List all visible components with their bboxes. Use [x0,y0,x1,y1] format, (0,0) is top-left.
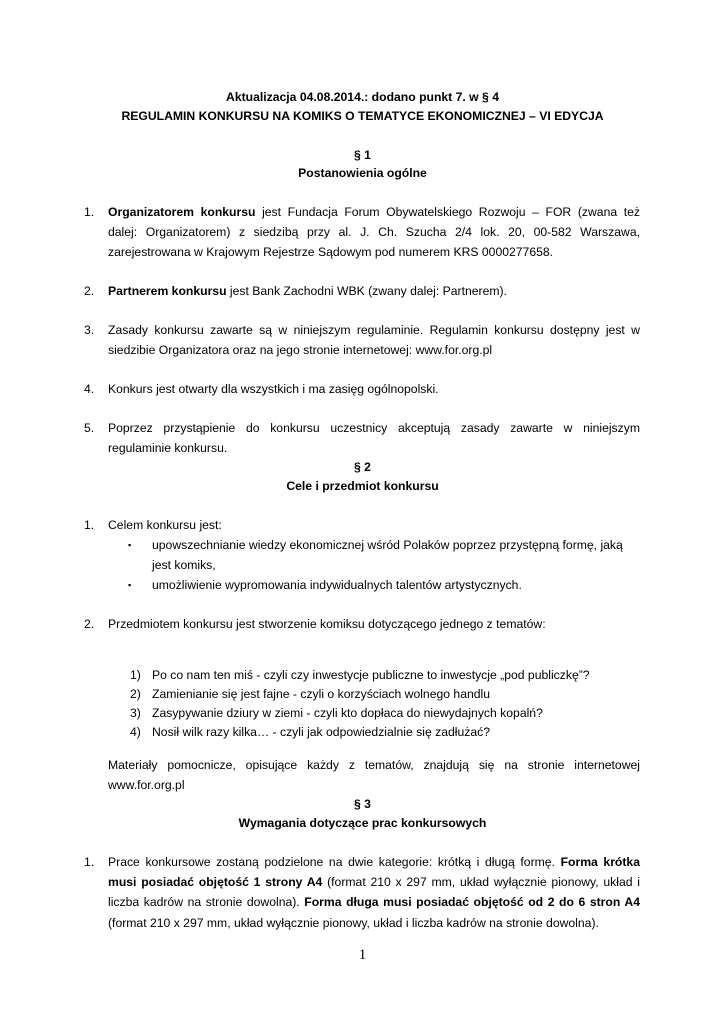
s1-item-2-number: 2. [84,284,95,298]
section-2-sign: § 2 [354,460,371,474]
topic-3-text: Zasypywanie dziury w ziemi - czyli kto dopłaca do niewydajnych kopalń? [152,706,543,720]
s1-item-4-text: Konkurs jest otwarty dla wszystkich i ma zasięg ogólnopolski. [108,382,439,396]
section-1-heading: Postanowienia ogólne [298,166,427,180]
s1-item-2-text [108,281,640,301]
s2-item-2-number: 2. [84,617,95,631]
topic-1-number: 1) [130,668,141,682]
topic-3-number: 3) [130,706,141,720]
s1-item-1-number: 1. [84,205,95,219]
page-number: 1 [358,947,367,963]
s1-item-1-bold: Organizatorem konkursu [108,205,256,219]
s3-item-1-part-e: (format 210 x 297 mm, układ wyłącznie pionowy, układ i liczba kadrów na stronie dowolna). [108,915,599,930]
topic-2-number: 2) [130,687,141,701]
s1-item-3-text: Zasady konkursu zawarte są w niniejszym regulaminie. Regulamin konkursu dostępny jest w siedzibie Organizatora oraz na jego stronie internetowej: www.for.org.pl [108,323,640,358]
s2-goal-1: upowszechnianie wiedzy ekonomicznej wśród Polaków poprzez przystępną formę, jaką jest komiks, [152,538,623,573]
topic-4-text: Nosił wilk razy kilka… - czyli jak odpowiedzialnie się zadłużać? [152,725,490,739]
bullet-square-icon: ▪ [128,580,132,590]
bullet-square-icon: ▪ [128,540,132,550]
s2-materials-note: Materiały pomocnicze, opisujące każdy z tematów, znajdują się na stronie internetowej www.for.org.pl [108,758,640,793]
s1-item-4-number: 4. [84,382,95,396]
s1-item-1-rest: jest Fundacja Forum Obywatelskiego Rozwoju – FOR (zwana też dalej: Organizatorem) z siedzibą przy al. J. Ch. Szucha 2/4 lok. 20, 00-582 Warszawa, zarejestrowana w Krajowym Rejestrze Sądowym pod numerem KRS 0000277658. [108,205,640,260]
document-title: REGULAMIN KONKURSU NA KOMIKS O TEMATYCE EKONOMICZNEJ – VI EDYCJA [121,109,604,123]
section-1-sign: § 1 [354,148,371,162]
s3-item-1-short-form: Forma krótka musi posiadać objętość 1 strony A4 [108,855,640,890]
section-2-heading: Cele i przedmiot konkursu [286,479,439,493]
topic-2-text: Zamienianie się jest fajne - czyli o korzyściach wolnego handlu [152,687,491,701]
s1-item-1-text [108,202,640,263]
s1-item-2-rest: jest Bank Zachodni WBK (zwany dalej: Partnerem). [226,284,507,298]
s3-item-1-long-form: Forma długa musi posiadać objętość od 2 do 6 stron A4 [304,895,640,910]
s3-item-1-part-a: Prace konkursowe zostaną podzielone na dwie kategorie: krótką i długą formę. [108,855,561,869]
s2-item-1-number: 1. [84,518,95,532]
s3-item-1-part-c: (format 210 x 297 mm, układ wyłącznie pionowy, układ i liczba kadrów na stronie dowolna). [108,875,640,910]
section-3-heading: Wymagania dotyczące prac konkursowych [238,816,487,830]
s3-item-1-text [108,852,640,933]
update-note: Aktualizacja 04.08.2014.: dodano punkt 7. w § 4 [226,90,499,104]
topic-1-text: Po co nam ten miś - czyli czy inwestycje publiczne to inwestycje „pod publiczkę”? [152,668,590,682]
s1-item-5-text: Poprzez przystąpienie do konkursu uczestnicy akceptują zasady zawarte w niniejszym regulaminie konkursu. [108,421,640,456]
s1-item-2-bold: Partnerem konkursu [108,284,227,298]
s3-item-1-number: 1. [84,855,95,869]
s2-goal-2: umożliwienie wypromowania indywidualnych talentów artystycznych. [152,578,522,592]
s1-item-5-number: 5. [84,421,95,435]
topic-4-number: 4) [130,725,141,739]
s2-item-2-text: Przedmiotem konkursu jest stworzenie komiksu dotyczącego jednego z tematów: [108,617,546,631]
s1-item-3-number: 3. [84,323,95,337]
s2-item-1-text: Celem konkursu jest: [108,518,222,532]
section-3-sign: § 3 [354,797,371,811]
